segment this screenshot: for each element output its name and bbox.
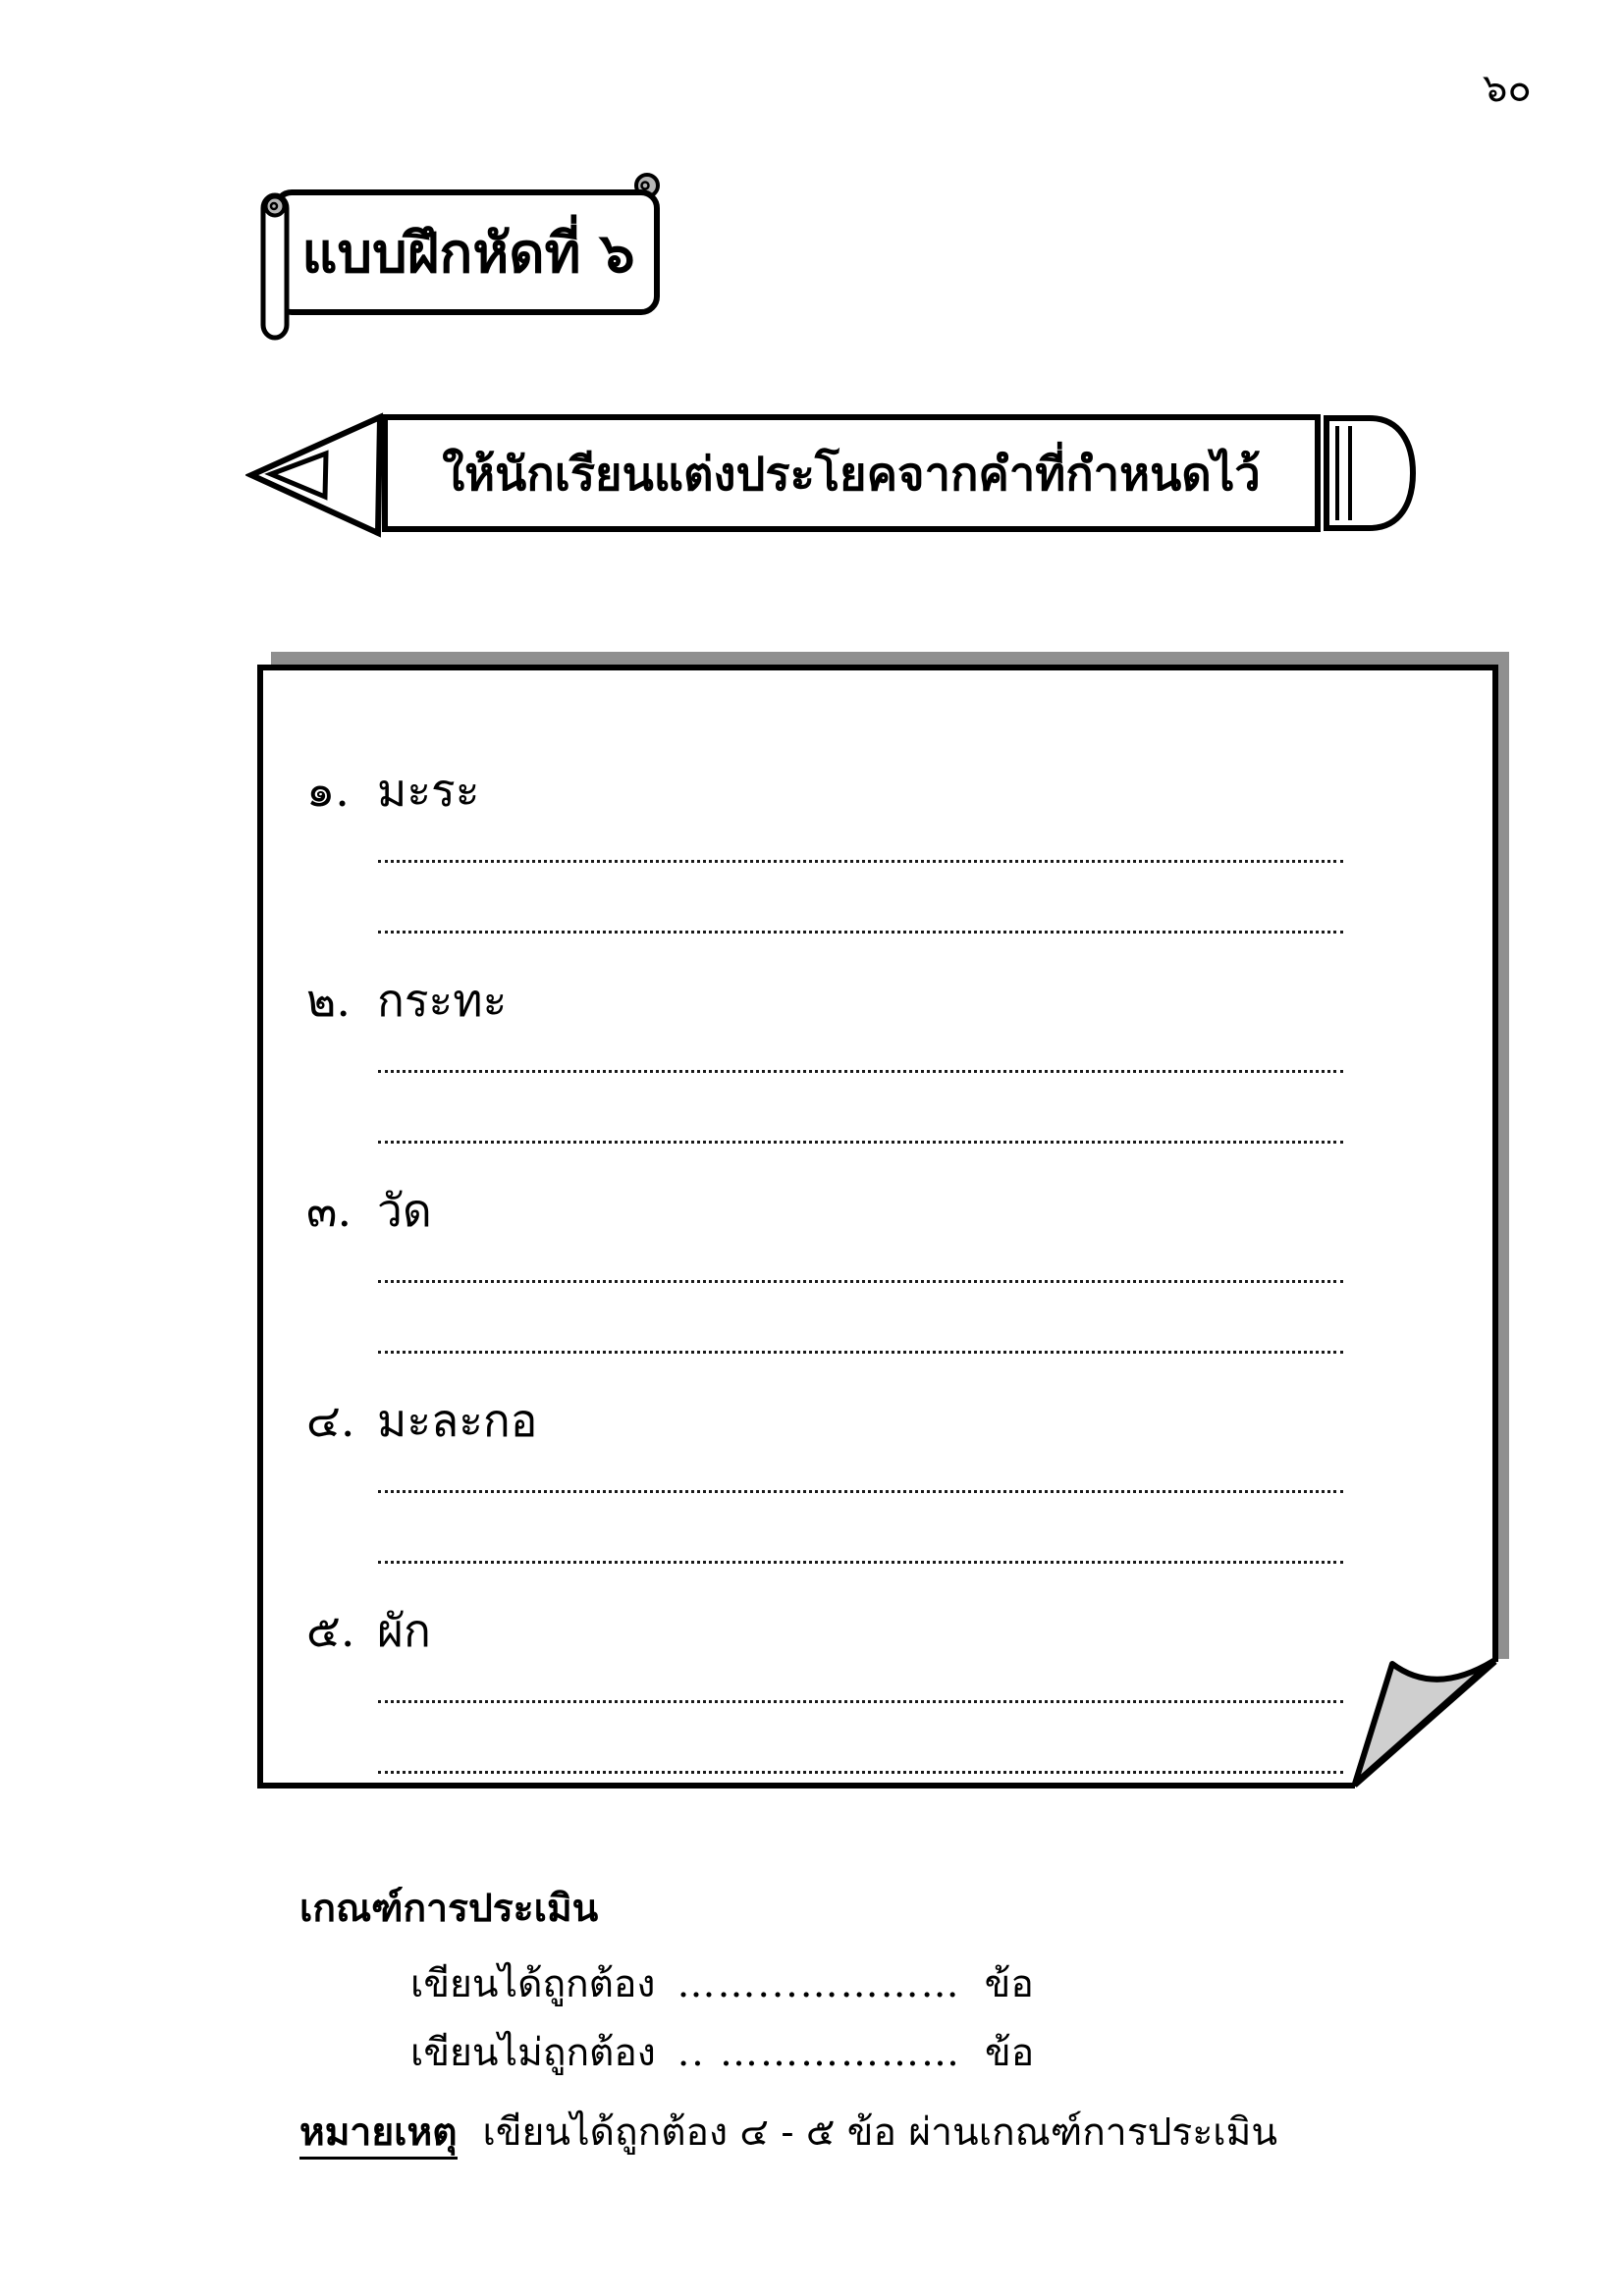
evaluation-unit: ข้อ [985, 2031, 1035, 2075]
evaluation-row-correct [410, 1959, 1034, 2011]
evaluation-label: เขียนได้ถูกต้อง [410, 1962, 656, 2006]
answer-line [378, 1351, 1343, 1354]
item-number: ๒. [306, 974, 351, 1027]
item-word: มะละกอ [377, 1394, 538, 1447]
worksheet-item-2 [257, 972, 1495, 1182]
answer-line [378, 1141, 1343, 1144]
page-number: ๖๐ [1483, 66, 1532, 111]
item-number: ๑. [306, 764, 350, 817]
worksheet-item-5 [257, 1602, 1495, 1812]
answer-line [378, 1700, 1343, 1703]
answer-line [378, 1561, 1343, 1564]
answer-line [378, 931, 1343, 934]
worksheet-item-3 [257, 1182, 1495, 1392]
evaluation-label: เขียนไม่ถูกต้อง [410, 2031, 656, 2075]
item-word: กระทะ [377, 974, 508, 1027]
answer-line [378, 1280, 1343, 1283]
note-label: หมายเหตุ [299, 2109, 458, 2160]
worksheet-item-1 [257, 762, 1495, 972]
item-number: ๕. [306, 1604, 355, 1657]
exercise-title-banner [250, 165, 673, 351]
evaluation-heading: เกณฑ์การประเมิน [299, 1886, 599, 1931]
instruction-text: ให้นักเรียนแต่งประโยคจากคำที่กำหนดไว้ [442, 447, 1261, 502]
evaluation-unit: ข้อ [984, 1962, 1034, 2006]
answer-line [378, 1070, 1343, 1073]
item-number: ๓. [306, 1184, 352, 1237]
evaluation-fill-dots: .. ……………… [677, 2031, 962, 2075]
item-word: ผัก [377, 1604, 431, 1657]
worksheet-note-box [257, 652, 1514, 1790]
answer-line [378, 860, 1343, 863]
evaluation-note [299, 2107, 1277, 2160]
evaluation-fill-dots: ……...………… [677, 1962, 961, 2006]
instruction-banner [245, 410, 1424, 540]
answer-line [378, 1771, 1343, 1774]
item-word: มะระ [377, 764, 480, 817]
note-text: เขียนได้ถูกต้อง ๔ - ๕ ข้อ ผ่านเกณฑ์การประเมิน [482, 2110, 1278, 2155]
evaluation-row-incorrect [410, 2028, 1034, 2080]
item-number: ๔. [306, 1394, 355, 1447]
worksheet-item-4 [257, 1392, 1495, 1602]
exercise-title: แบบฝึกหัดที่ ๖ [301, 220, 635, 286]
item-word: วัด [377, 1184, 432, 1237]
answer-line [378, 1490, 1343, 1493]
